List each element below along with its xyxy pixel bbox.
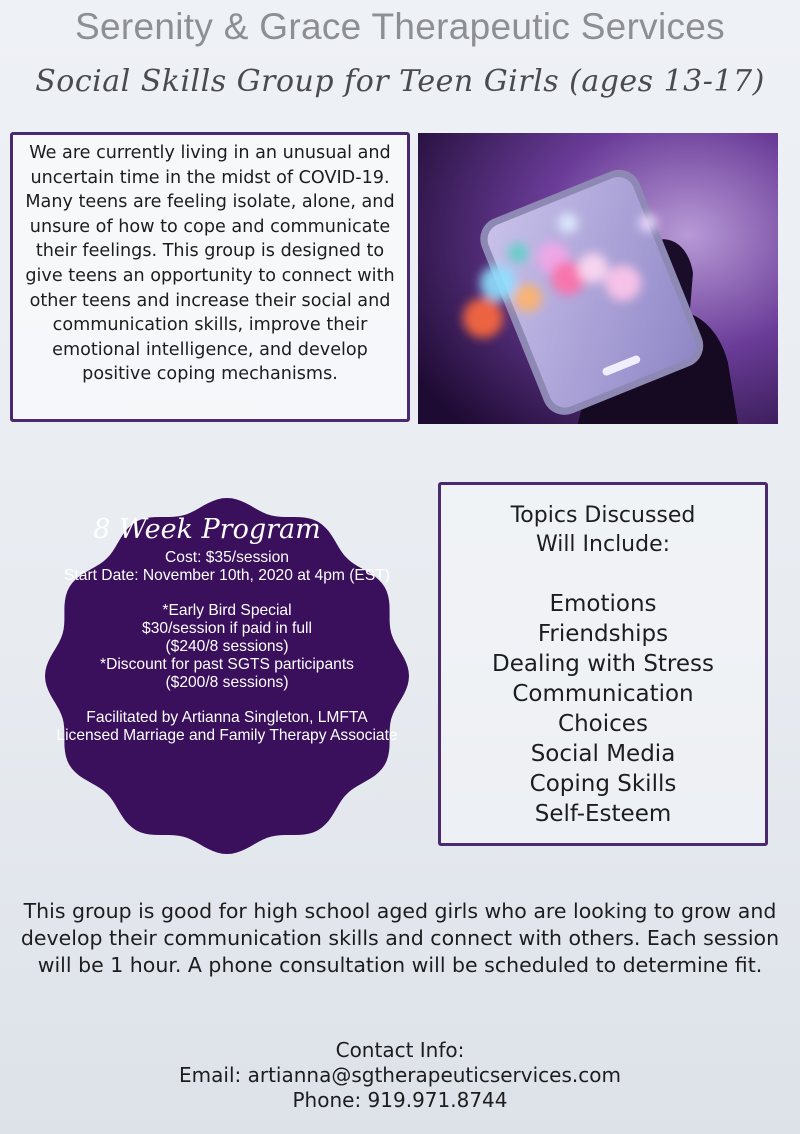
program-details-badge [42,494,412,858]
past-participant-discount: *Discount for past SGTS participants [100,656,354,673]
smartphone-photo [418,133,778,424]
topic-item: Emotions [549,591,657,617]
topic-item: Self-Esteem [534,801,672,827]
early-bird-price: $30/session if paid in full [142,620,312,637]
topics-list [441,589,765,829]
smartphone-illustration [418,133,778,424]
topic-item: Communication [512,681,694,707]
discount-total: ($200/8 sessions) [165,674,289,691]
program-cost: Cost: $35/session [165,549,289,566]
topic-item: Dealing with Stress [491,651,714,677]
early-bird-heading: *Early Bird Special [162,602,292,619]
topic-item: Social Media [530,741,676,767]
contact-email[interactable]: Email: artianna@sgtherapeuticservices.com [179,1063,621,1087]
organization-name: Serenity & Grace Therapeutic Services [75,6,725,47]
contact-phone[interactable]: Phone: 919.971.8744 [292,1088,508,1112]
contact-heading: Contact Info: [335,1038,465,1062]
topics-box [438,482,768,846]
facilitator-title: Licensed Marriage and Family Therapy Associate [56,727,398,744]
group-subtitle: Social Skills Group for Teen Girls (ages 13-17) [35,64,765,99]
early-bird-total: ($240/8 sessions) [165,638,289,655]
intro-box [10,132,410,422]
topic-item: Friendships [537,621,669,647]
topic-item: Coping Skills [529,771,677,797]
contact-info [0,1038,800,1113]
topics-heading-line2: Will Include: [535,532,671,557]
intro-text: We are currently living in an unusual and uncertain time in the midst of COVID-19. Many teens are feeling isolate, alone, and unsure of how to cope and communicate their feelings. This group is designed to give teens an opportunity to connect with other teens and increase their social and communication skills, improve their emotional intelligence, and develop positive coping mechanisms. [25,143,395,385]
topics-heading-line1: Topics Discussed [510,503,696,528]
program-title: 8 Week Program [93,514,321,545]
program-start-date: Start Date: November 10th, 2020 at 4pm (EST) [64,567,390,584]
topic-item: Choices [558,711,648,737]
group-description: This group is good for high school aged girls who are looking to grow and develop their communication skills and connect with others. Each session will be 1 hour. A phone consultation will be scheduled to determine fit. [20,899,780,977]
facilitator-name: Facilitated by Artianna Singleton, LMFTA [86,709,368,726]
